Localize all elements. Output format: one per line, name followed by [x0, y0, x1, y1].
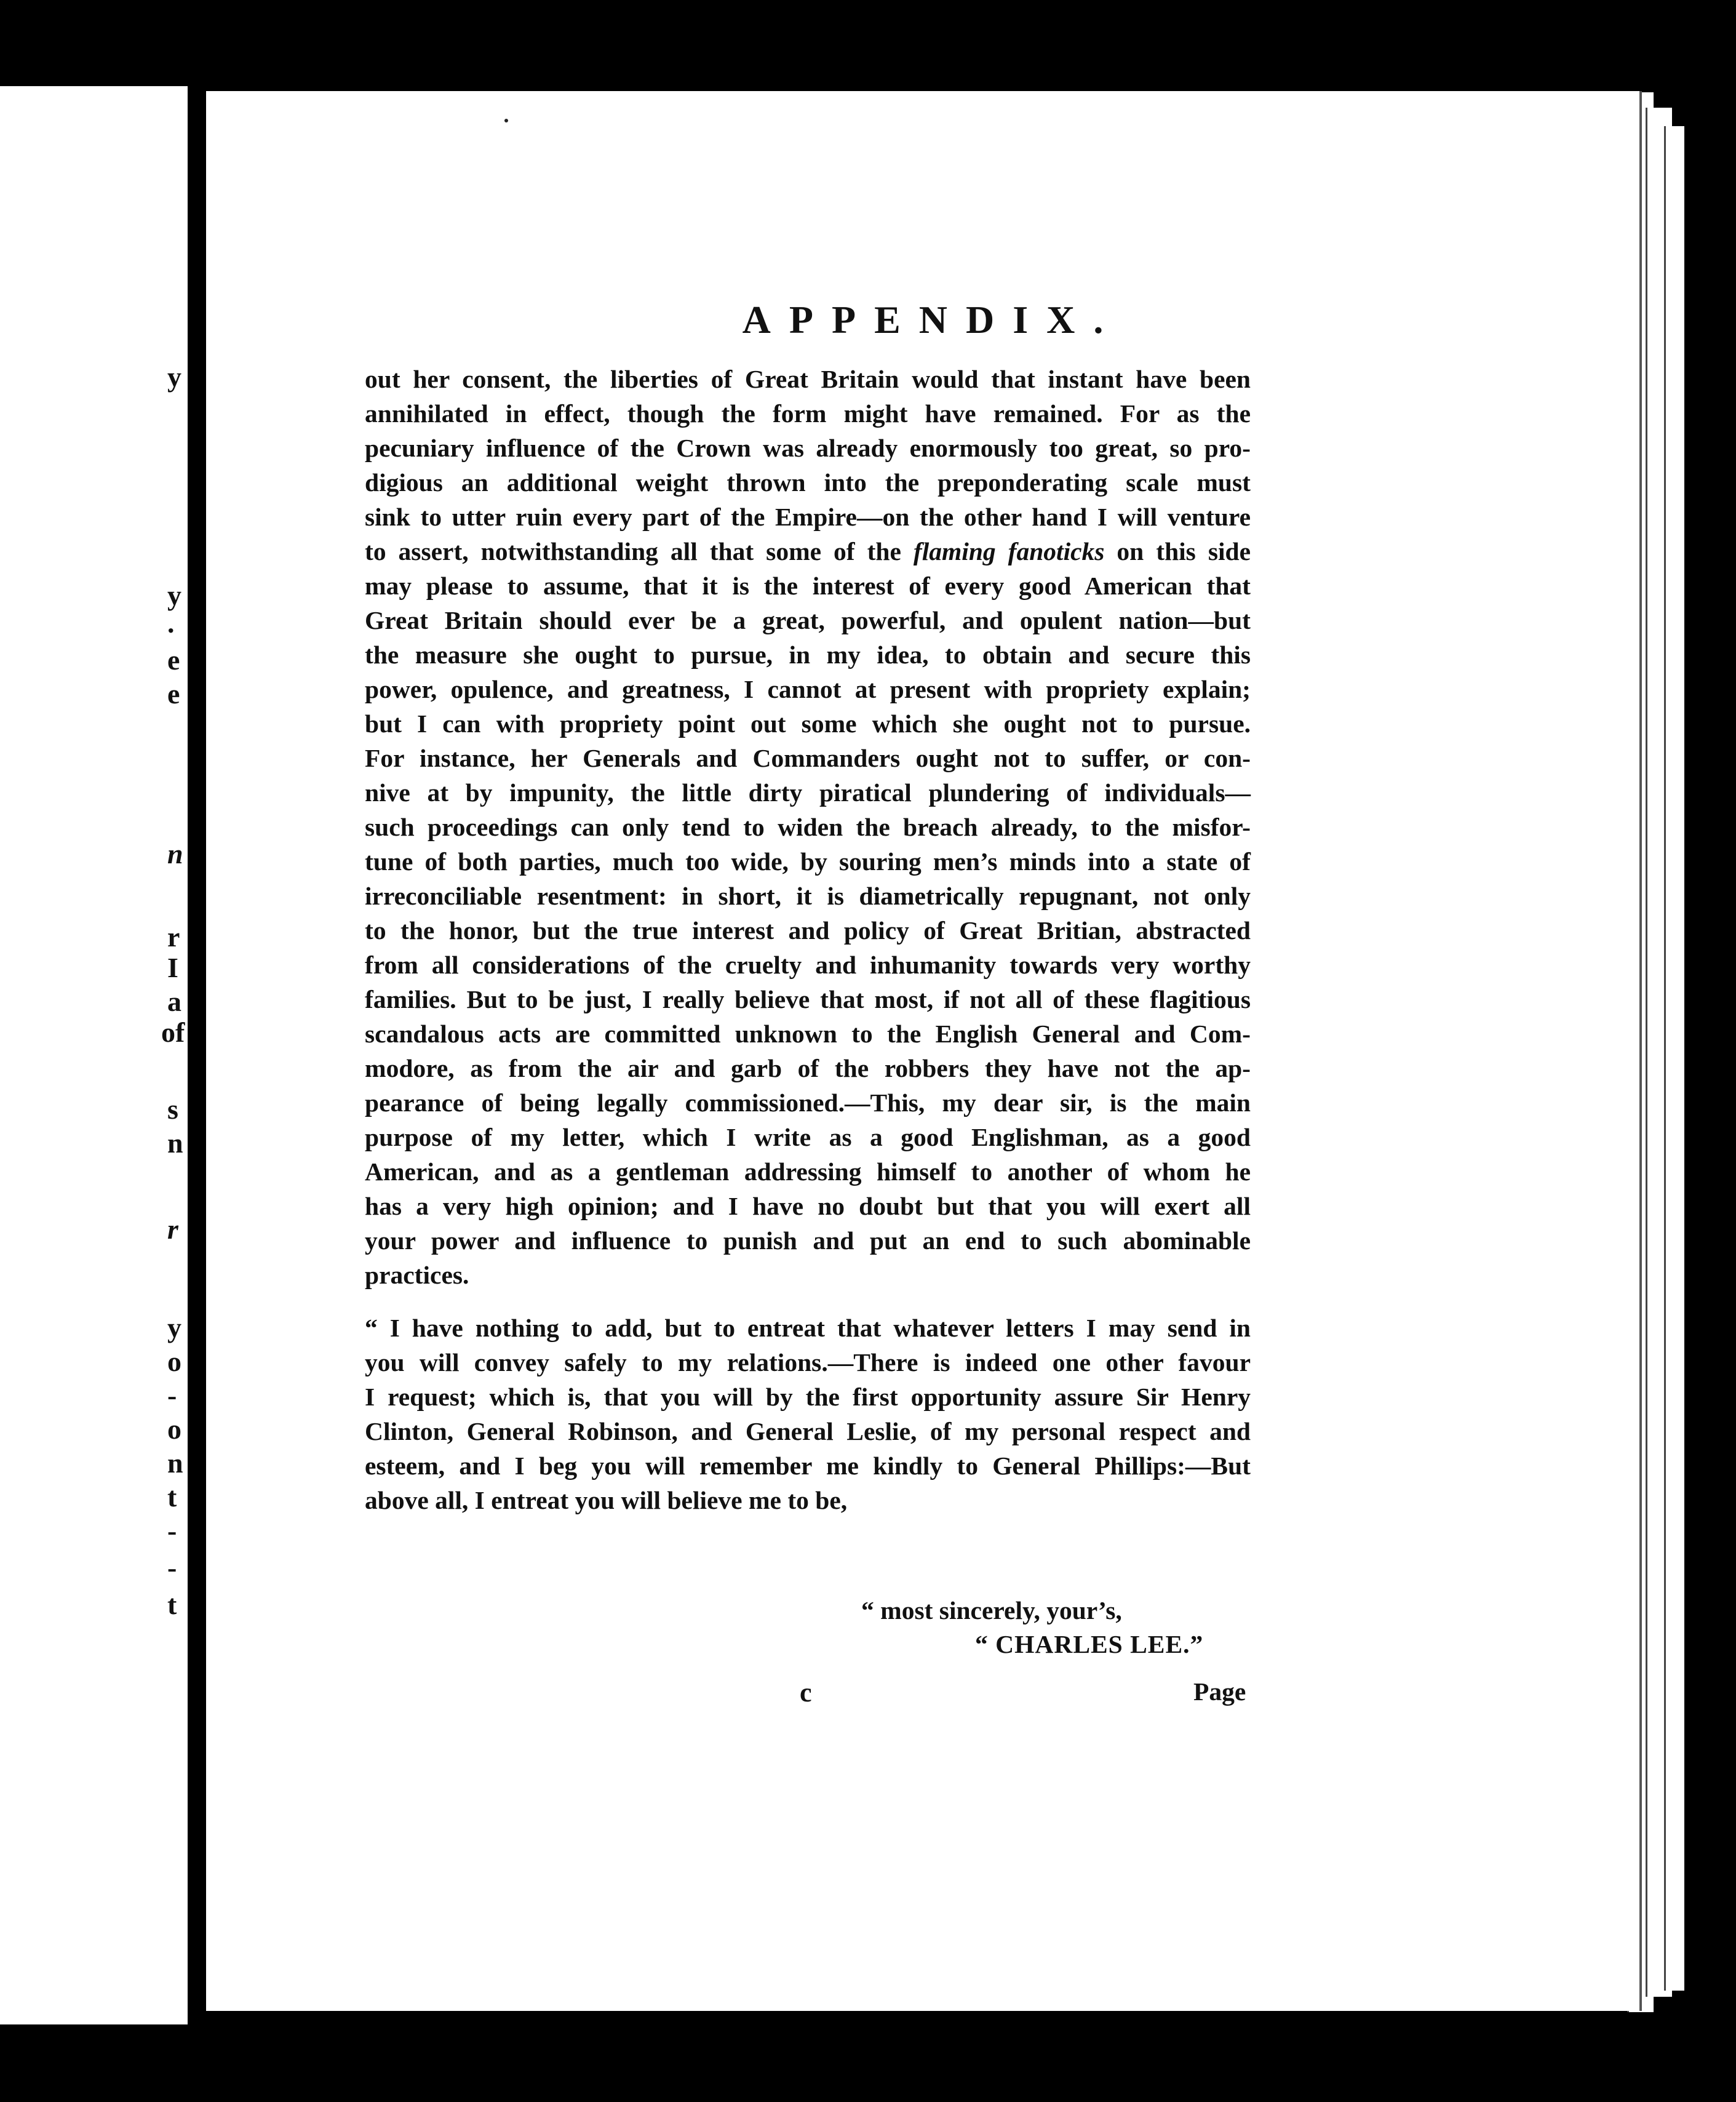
facing-page-char: a	[167, 986, 181, 1017]
text-line: such proceedings can only tend to widen the breach already, to the misfor-	[365, 813, 1251, 841]
text-line: tune of both parties, much too wide, by souring men’s minds into a state of	[365, 847, 1251, 876]
facing-page-char: y	[167, 361, 181, 393]
letter-signature: “ CHARLES LEE.”	[975, 1630, 1204, 1658]
facing-page-char: y	[167, 1312, 181, 1343]
text-line: American, and as a gentleman addressing himself to another of whom he	[365, 1157, 1251, 1186]
facing-page-char: n	[167, 1447, 183, 1479]
text-line: above all, I entreat you will believe me to be,	[365, 1486, 848, 1514]
text-line: “ I have nothing to add, but to entreat that whatever letters I may send in	[365, 1314, 1251, 1342]
text-line: For instance, her Generals and Commanders ought not to suffer, or con-	[365, 744, 1251, 772]
facing-page-char: o	[167, 1346, 181, 1377]
text-line: I request; which is, that you will by the first opportunity assure Sir Henry	[365, 1383, 1251, 1411]
text-line: the measure she ought to pursue, in my idea, to obtain and secure this	[365, 641, 1251, 669]
text-line: from all considerations of the cruelty and inhumanity towards very worthy	[365, 951, 1251, 979]
paragraph-2	[365, 1311, 1251, 1517]
signature-mark: c	[800, 1677, 812, 1708]
text-line: families. But to be just, I really believe that most, if not all of these flagitious	[365, 985, 1251, 1013]
text-line: pecuniary influence of the Crown was already enormously too great, so pro-	[365, 434, 1251, 462]
page-header: APPENDIX.	[742, 298, 1122, 342]
facing-page-char: t	[167, 1481, 177, 1513]
book-page	[206, 91, 1642, 2011]
facing-page-char: y	[167, 580, 181, 611]
facing-page-char: I	[167, 952, 178, 983]
facing-page-char: n	[167, 1127, 183, 1159]
facing-page-char: .	[167, 607, 175, 639]
paragraph-1	[365, 362, 1251, 1292]
facing-page-char: e	[167, 678, 180, 709]
text-line: has a very high opinion; and I have no doubt but that you will exert all	[365, 1192, 1251, 1220]
letter-closing: “ most sincerely, your’s,	[861, 1596, 1122, 1624]
text-line: modore, as from the air and garb of the robbers they have not the ap-	[365, 1054, 1251, 1082]
text-line: out her consent, the liberties of Great Britain would that instant have been	[365, 365, 1251, 393]
text-line: may please to assume, that it is the interest of every good American that	[365, 572, 1251, 600]
facing-page-char: n	[167, 838, 183, 869]
text-line: you will convey safely to my relations.—There is indeed one other favour	[365, 1348, 1251, 1377]
text-line: power, opulence, and greatness, I cannot at present with propriety explain;	[365, 675, 1251, 703]
text-line: Clinton, General Robinson, and General Leslie, of my personal respect and	[365, 1417, 1251, 1445]
text-line: esteem, and I beg you will remember me kindly to General Phillips:—But	[365, 1452, 1251, 1480]
text-line: practices.	[365, 1261, 469, 1289]
facing-page-char: r	[167, 1213, 178, 1245]
text-line: your power and influence to punish and put an end to such abominable	[365, 1226, 1251, 1255]
facing-page-char: -	[167, 1380, 177, 1411]
text-line: nive at by impunity, the little dirty piratical plundering of individuals—	[365, 778, 1251, 807]
text-line: but I can with propriety point out some which she ought not to pursue.	[365, 709, 1251, 738]
facing-page-edge	[0, 86, 188, 2024]
text-line: sink to utter ruin every part of the Empire—on the other hand I will venture	[365, 503, 1251, 531]
page-speck	[504, 119, 508, 122]
text-line: irreconciliable resentment: in short, it is diametrically repugnant, not only	[365, 882, 1251, 910]
facing-page-char: -	[167, 1515, 177, 1546]
facing-page-char: r	[167, 921, 180, 953]
text-line: to assert, notwithstanding all that some of the flaming fanoticks on this side	[365, 537, 1251, 565]
facing-page-char: -	[167, 1552, 177, 1583]
facing-page-char: e	[167, 644, 180, 676]
facing-page-char: t	[167, 1589, 177, 1620]
facing-page-char: of	[161, 1017, 185, 1048]
text-line: annihilated in effect, though the form might have remained. For as the	[365, 399, 1251, 428]
page-body	[365, 362, 1251, 1517]
text-line: scandalous acts are committed unknown to the English General and Com-	[365, 1020, 1251, 1048]
italic-phrase: flaming fanoticks	[913, 537, 1105, 565]
facing-page-char: s	[167, 1093, 178, 1125]
catchword: Page	[1193, 1677, 1246, 1706]
text-line: to the honor, but the true interest and policy of Great Britian, abstracted	[365, 916, 1251, 945]
text-line: pearance of being legally commissioned.—This, my dear sir, is the main	[365, 1089, 1251, 1117]
facing-page-char: o	[167, 1413, 181, 1445]
page-stack-edge	[1664, 126, 1684, 1991]
text-line: purpose of my letter, which I write as a good Englishman, as a good	[365, 1123, 1251, 1151]
text-line: digious an additional weight thrown into the preponderating scale must	[365, 468, 1251, 497]
text-line: Great Britain should ever be a great, powerful, and opulent nation—but	[365, 606, 1251, 634]
